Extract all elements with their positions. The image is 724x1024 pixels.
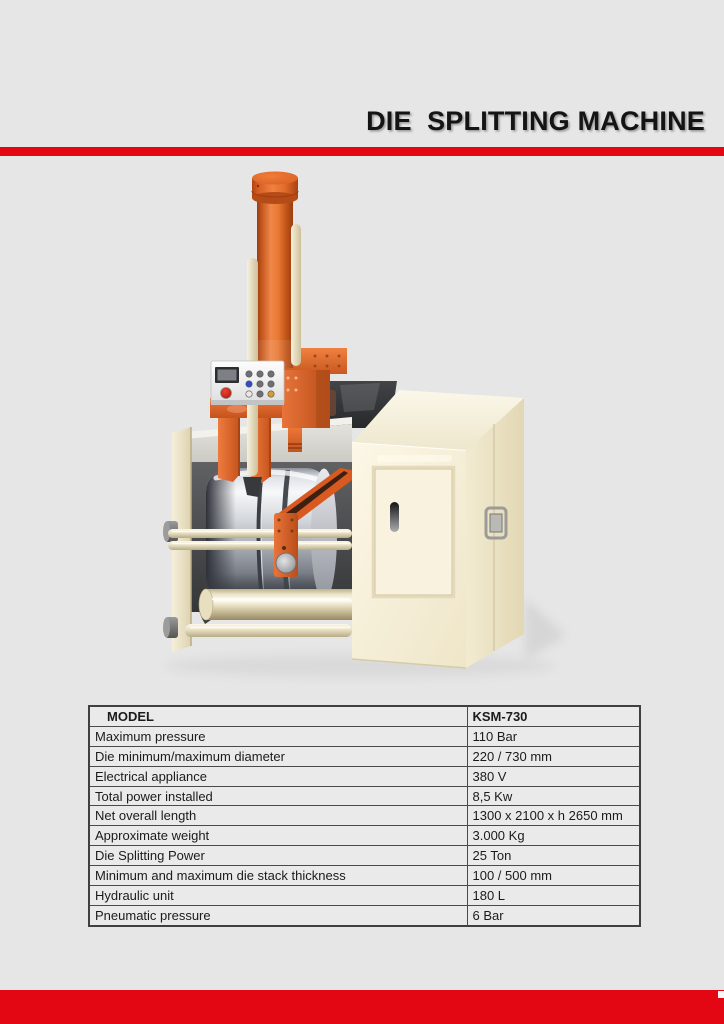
spec-value: 110 Bar bbox=[467, 726, 640, 746]
guide-rod-right bbox=[291, 224, 301, 366]
spec-label: Net overall length bbox=[89, 806, 467, 826]
spec-value: 380 V bbox=[467, 766, 640, 786]
spec-label: Minimum and maximum die stack thickness bbox=[89, 866, 467, 886]
spec-row bbox=[89, 766, 640, 786]
electrical-cabinet bbox=[352, 390, 524, 668]
panel-buttons bbox=[246, 371, 274, 397]
spec-value: 25 Ton bbox=[467, 846, 640, 866]
spec-label: Die Splitting Power bbox=[89, 846, 467, 866]
bottom-red-bar bbox=[0, 990, 724, 1024]
spec-label: Electrical appliance bbox=[89, 766, 467, 786]
specs-table bbox=[88, 705, 641, 927]
spec-label: Total power installed bbox=[89, 786, 467, 806]
spec-value: 180 L bbox=[467, 886, 640, 906]
spec-label: Maximum pressure bbox=[89, 726, 467, 746]
spec-value: 220 / 730 mm bbox=[467, 746, 640, 766]
door-handle bbox=[390, 502, 399, 532]
spec-row bbox=[89, 846, 640, 866]
control-panel bbox=[211, 361, 284, 405]
spec-row bbox=[89, 886, 640, 906]
spec-row bbox=[89, 726, 640, 746]
cabinet-vent-slot bbox=[377, 455, 452, 462]
hydraulic-tower bbox=[252, 172, 301, 369]
spec-value: 3.000 Kg bbox=[467, 826, 640, 846]
spec-row bbox=[89, 826, 640, 846]
page-corner-mark bbox=[718, 991, 724, 998]
cylinder-cap bbox=[252, 172, 298, 205]
specs-header-model: MODEL bbox=[89, 706, 467, 726]
emergency-stop-button bbox=[221, 388, 232, 399]
lower-tube-and-rail bbox=[185, 589, 352, 637]
spec-row bbox=[89, 786, 640, 806]
spec-row bbox=[89, 866, 640, 886]
spec-row bbox=[89, 746, 640, 766]
page-title: DIE SPLITTING MACHINE bbox=[366, 106, 705, 136]
spec-label: Approximate weight bbox=[89, 826, 467, 846]
spec-row bbox=[89, 905, 640, 925]
spec-label: Die minimum/maximum diameter bbox=[89, 746, 467, 766]
spec-value: 8,5 Kw bbox=[467, 786, 640, 806]
spec-label: Pneumatic pressure bbox=[89, 905, 467, 925]
specs-header-value: KSM-730 bbox=[467, 706, 640, 726]
spec-label: Hydraulic unit bbox=[89, 886, 467, 906]
spec-value: 1300 x 2100 x h 2650 mm bbox=[467, 806, 640, 826]
spec-value: 6 Bar bbox=[467, 905, 640, 925]
cabinet-door bbox=[373, 467, 454, 597]
spec-row bbox=[89, 806, 640, 826]
brand-mark bbox=[227, 405, 247, 413]
specs-header-row bbox=[89, 706, 640, 726]
spec-value: 100 / 500 mm bbox=[467, 866, 640, 886]
